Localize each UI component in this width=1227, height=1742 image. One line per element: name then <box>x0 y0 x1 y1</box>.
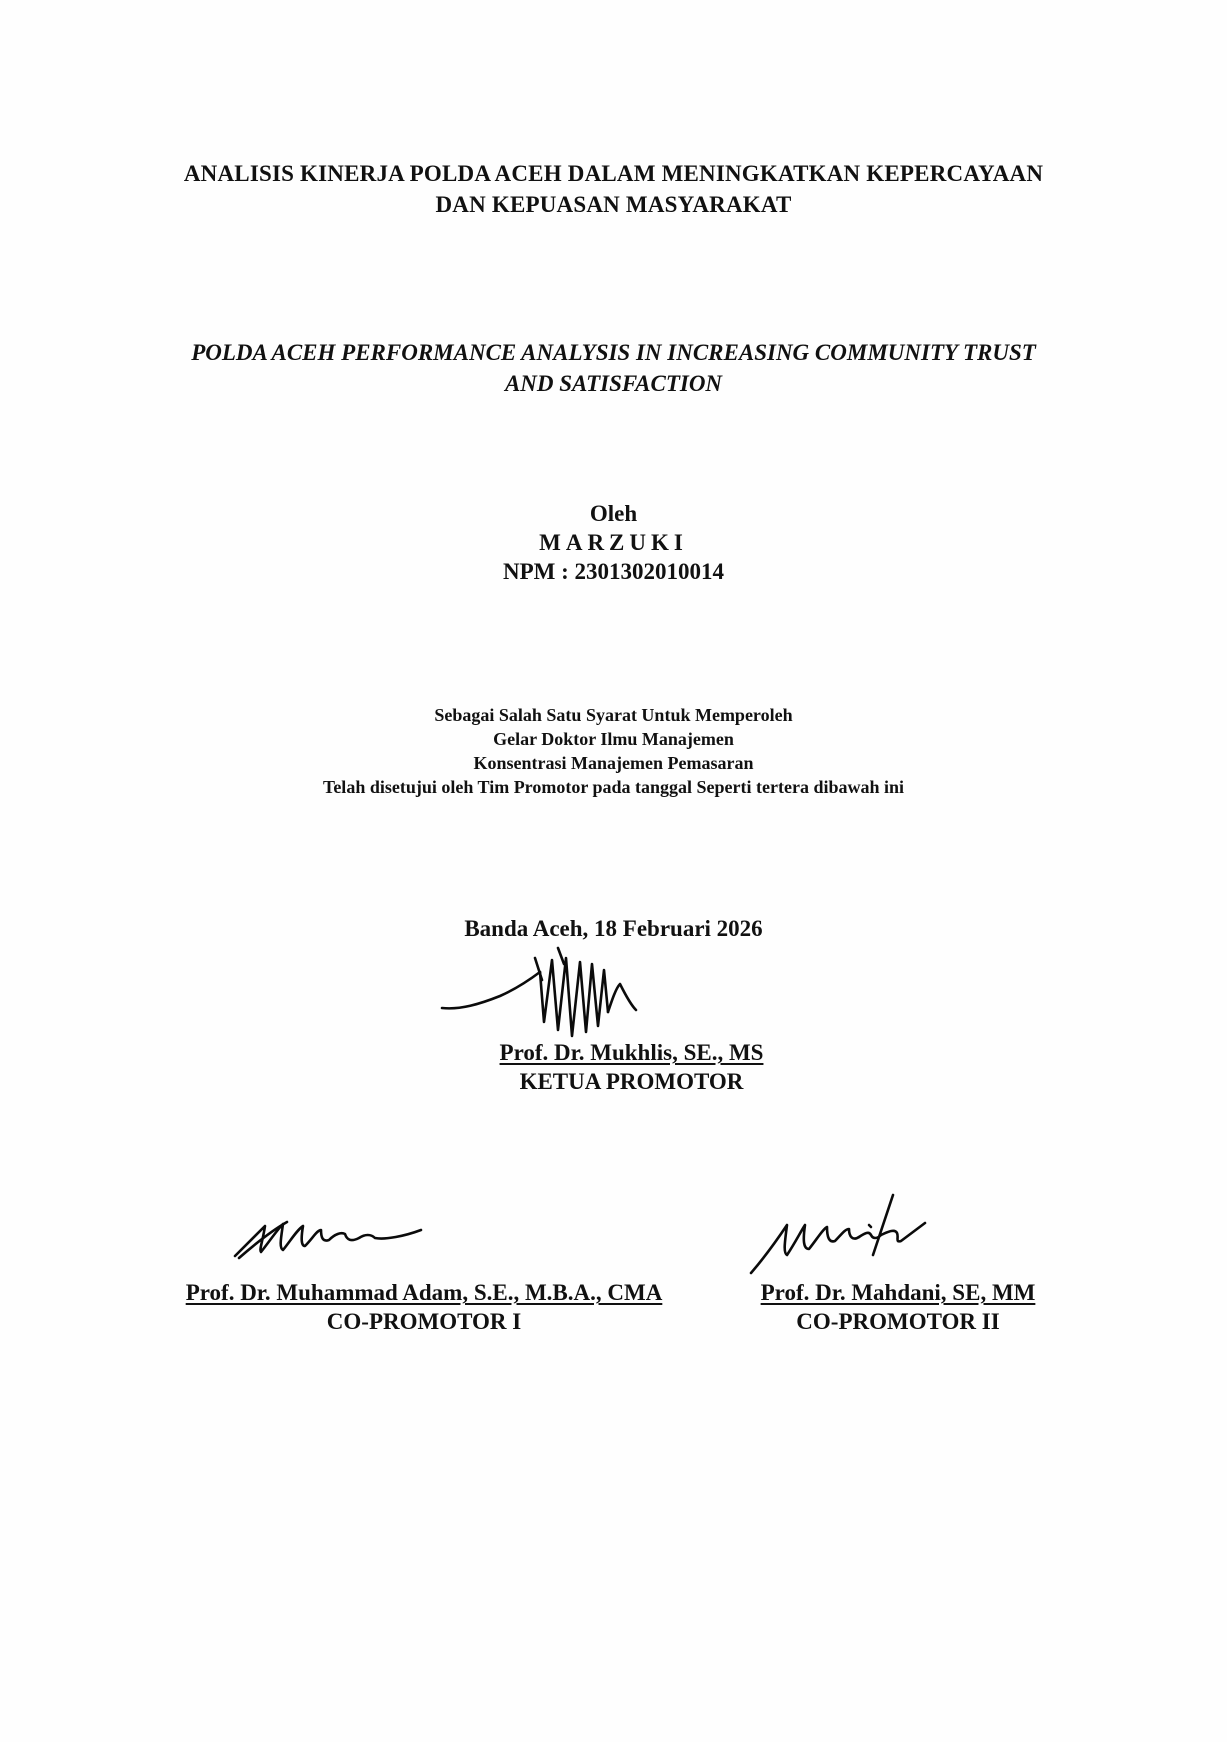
co-promotor-1-block <box>150 1278 698 1336</box>
student-number: NPM : 2301302010014 <box>502 559 725 584</box>
purpose-line-3: Konsentrasi Manajemen Pemasaran <box>473 753 754 773</box>
english-title-line-1: POLDA ACEH PERFORMANCE ANALYSIS IN INCREASING COMMUNITY TRUST <box>191 340 1036 365</box>
ketua-promotor-role: KETUA PROMOTOR <box>519 1069 744 1094</box>
indonesian-title-line-1: ANALISIS KINERJA POLDA ACEH DALAM MENINGKATKAN KEPERCAYAAN <box>183 161 1044 186</box>
author-block <box>0 499 1227 586</box>
ketua-promotor-name: Prof. Dr. Mukhlis, SE., MS <box>499 1040 764 1065</box>
ketua-promotor-block <box>400 1038 863 1096</box>
english-title <box>0 337 1227 399</box>
purpose-line-1: Sebagai Salah Satu Syarat Untuk Memperoleh <box>434 705 793 725</box>
co-promotor-1-name: Prof. Dr. Muhammad Adam, S.E., M.B.A., CMA <box>185 1280 663 1305</box>
purpose-line-4: Telah disetujui oleh Tim Promotor pada tanggal Seperti tertera dibawah ini <box>322 777 905 797</box>
author-name: MARZUKI <box>539 530 688 555</box>
place-and-date: Banda Aceh, 18 Februari 2026 <box>464 916 763 941</box>
ketua-promotor-signature <box>440 900 700 1040</box>
co-promotor-2-name: Prof. Dr. Mahdani, SE, MM <box>760 1280 1036 1305</box>
co-promotor-1-signature <box>225 1200 485 1270</box>
purpose-statement <box>0 703 1227 799</box>
purpose-line-2: Gelar Doktor Ilmu Manajemen <box>493 729 734 749</box>
english-title-line-2: AND SATISFACTION <box>504 371 723 396</box>
co-promotor-2-block <box>728 1278 1068 1336</box>
by-label: Oleh <box>589 501 638 526</box>
co-promotor-1-role: CO-PROMOTOR I <box>326 1309 522 1334</box>
indonesian-title <box>0 158 1227 220</box>
co-promotor-2-role: CO-PROMOTOR II <box>796 1309 1000 1334</box>
indonesian-title-line-2: DAN KEPUASAN MASYARAKAT <box>435 192 792 217</box>
